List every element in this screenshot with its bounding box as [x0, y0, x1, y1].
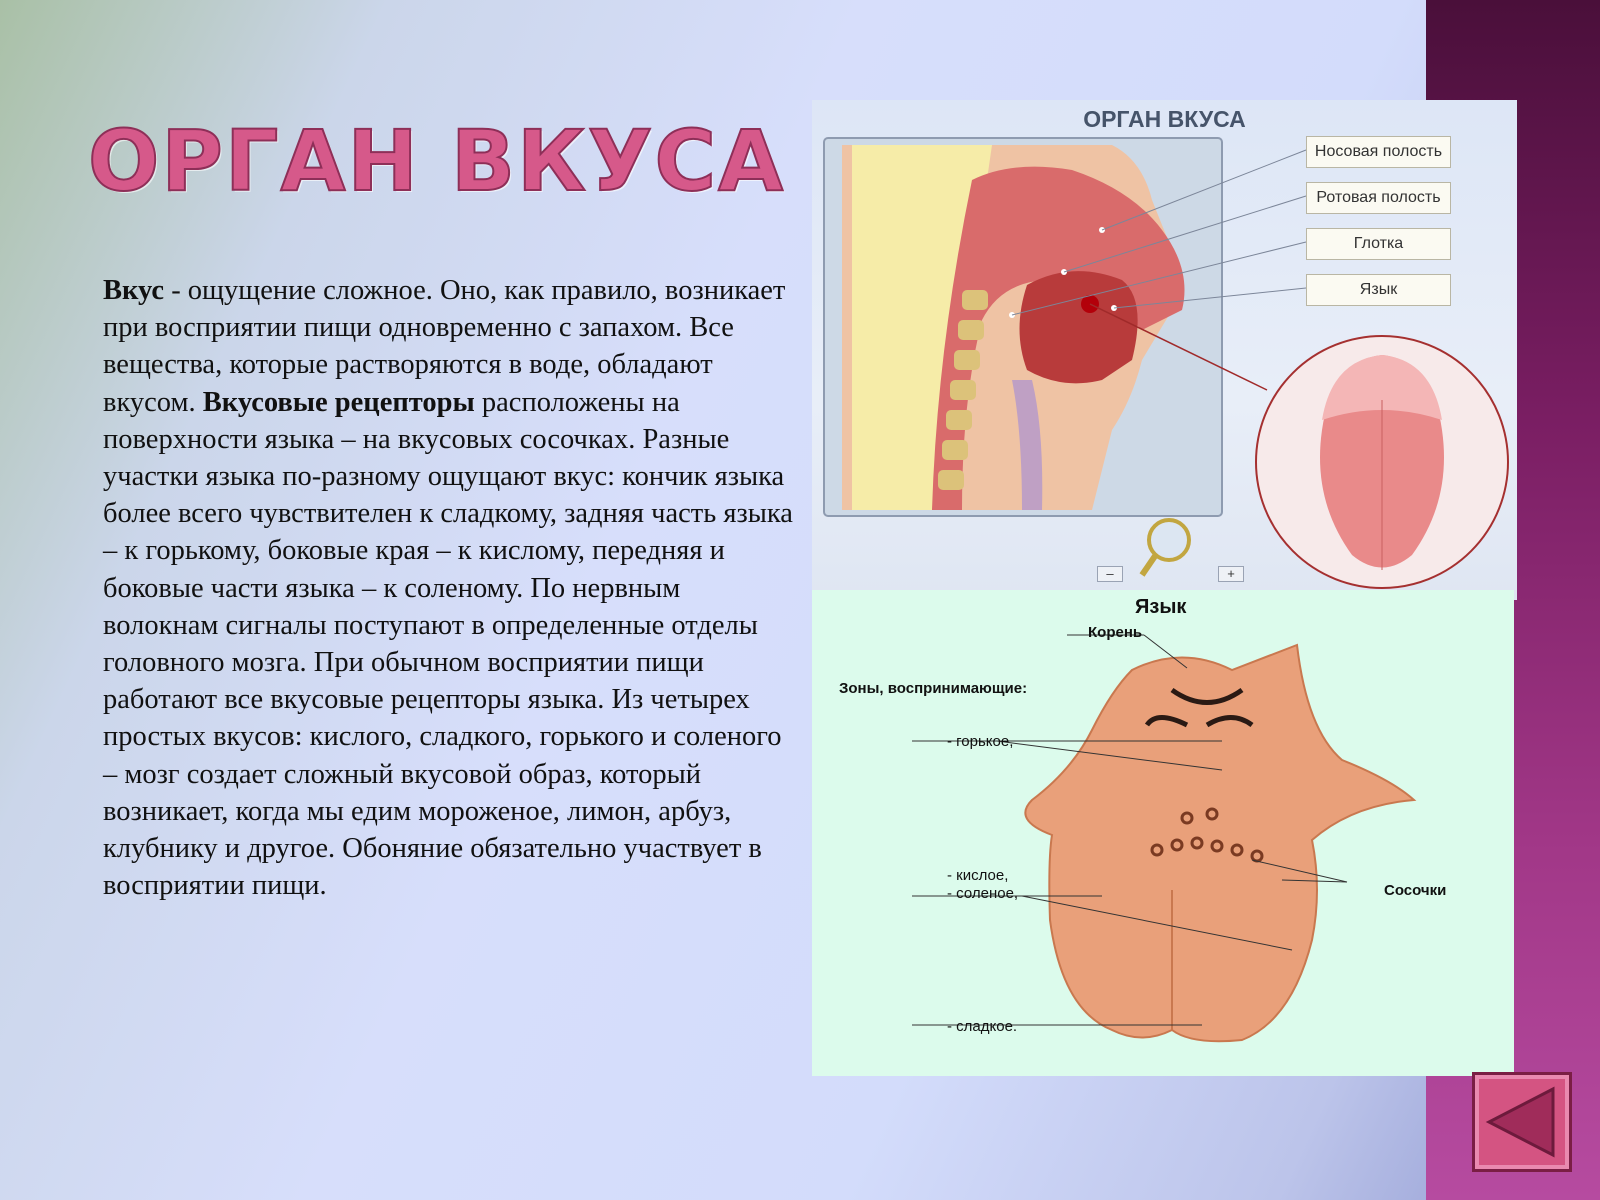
body-paragraph — [103, 272, 793, 904]
term-taste: Вкус — [103, 275, 165, 306]
taste-organ-diagram — [812, 100, 1517, 600]
zone-salty: - соленое, — [947, 885, 1019, 902]
zoom-out-button[interactable]: – — [1097, 566, 1123, 582]
paragraph-part-2: расположены на поверхности языка – на вкусовых сосочках. Разные участки языка по-разному ощущают вкус: кончик языка более всего чувствителен к сладкому, задняя часть языка – к горькому, боковые края – к кислому, передняя и боковые части языка – к соленому. По нервным волокнам сигналы поступают в определенные отделы головного мозга. При обычном восприятии пищи работают все вкусовые рецепторы языка. Из четырех простых вкусов: кислого, сладкого, горького и соленого – мозг создает сложный вкусовой образ, который возникает, когда мы едим мороженое, лимон, арбуз, клубнику и другое. Обоняние обязательно участвует в восприятии пищи. — [103, 386, 793, 902]
root-label: Корень — [1088, 624, 1143, 641]
tongue-diagram-title: Язык — [1135, 596, 1187, 618]
zone-bitter: - горькое, — [947, 733, 1014, 750]
label-pharynx: Глотка — [1306, 228, 1451, 260]
term-receptors: Вкусовые рецепторы — [202, 386, 475, 418]
label-oral-cavity: Ротовая полость — [1306, 182, 1451, 214]
zones-heading: Зоны, воспринимающие: — [839, 680, 1028, 697]
slide-title: ОРГАН ВКУСА — [88, 112, 786, 210]
zoom-in-button[interactable]: + — [1218, 566, 1244, 582]
tongue-illustration — [812, 590, 1514, 1076]
diagram-title: ОРГАН ВКУСА — [1083, 106, 1246, 132]
head-section-illustration — [812, 100, 1517, 600]
tongue-zones-diagram — [812, 590, 1514, 1076]
label-tongue: Язык — [1306, 274, 1451, 306]
zone-sour: - кислое, — [947, 867, 1009, 884]
triangle-left-icon — [1475, 1075, 1569, 1169]
paragraph-part-1: - ощущение сложное. Оно, как правило, возникает при восприятии пищи одновременно с запахом. Все вещества, которые растворяются в воде, обладают вкусом. — [103, 275, 786, 418]
zone-sweet: - сладкое. — [947, 1018, 1018, 1035]
label-nasal-cavity: Носовая полость — [1306, 136, 1451, 168]
back-button[interactable] — [1472, 1072, 1572, 1172]
papillae-label: Сосочки — [1384, 882, 1447, 899]
